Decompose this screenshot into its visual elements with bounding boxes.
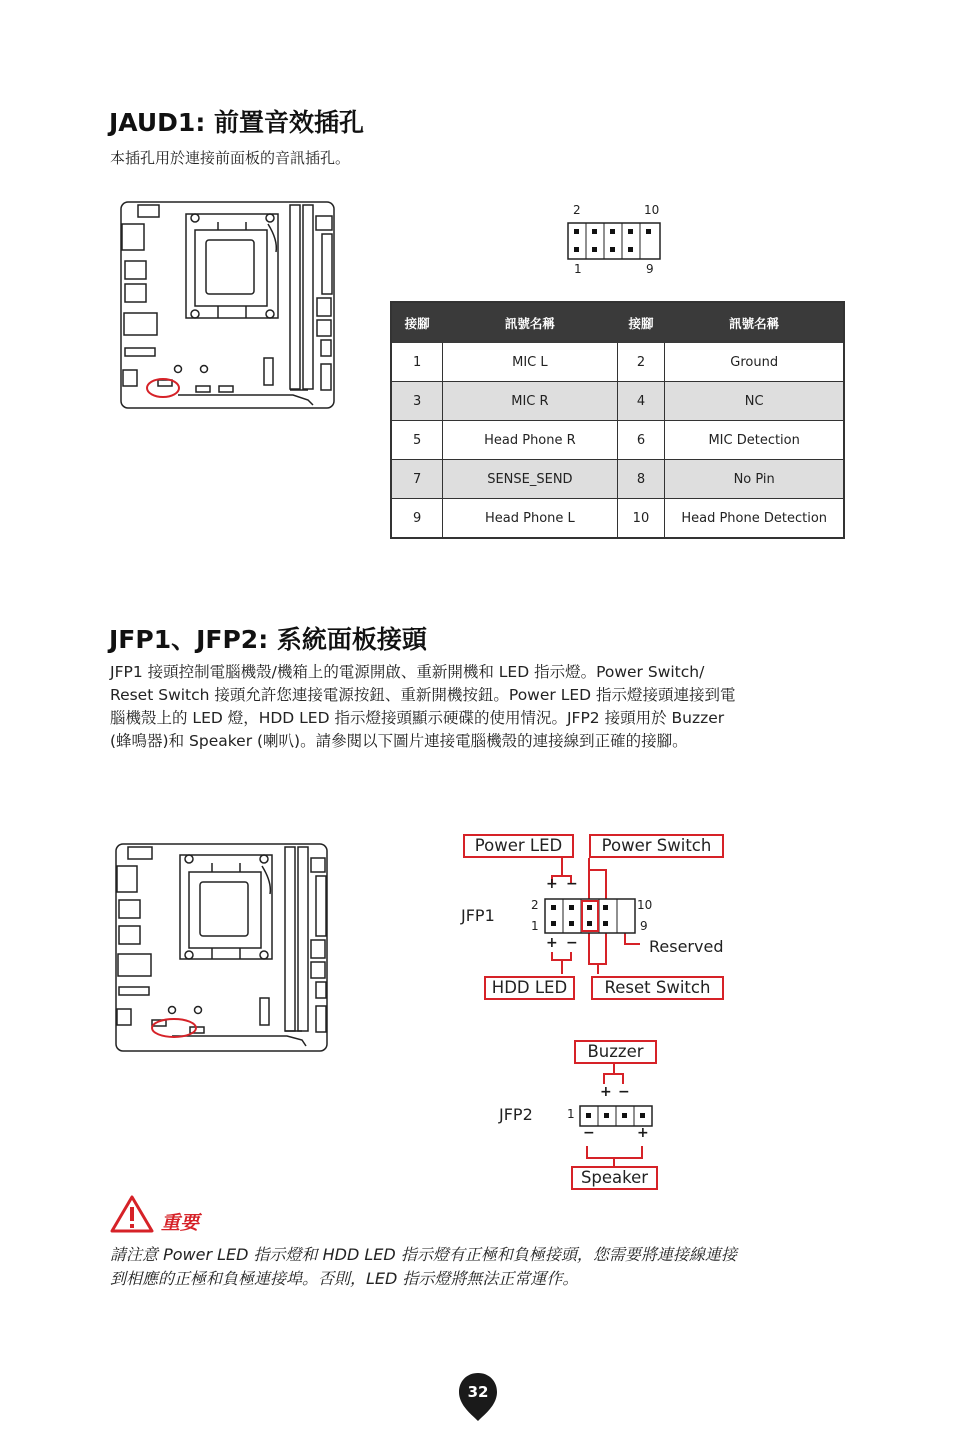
hdd-led-plus: + [546, 935, 558, 951]
buzzer-plus: + [600, 1084, 612, 1100]
hdd-led-label: HDD LED [484, 976, 575, 1000]
table-row [391, 460, 844, 499]
jfp2-pin-1: 1 [567, 1107, 575, 1121]
power-led-minus: − [566, 876, 578, 892]
table-cell: NC [665, 382, 844, 421]
paragraph-line: 腦機殼上的 LED 燈，HDD LED 指示燈接頭顯示硬碟的使用情況。JFP2 接頭用於 Buzzer [110, 709, 725, 727]
speaker-plus: + [637, 1125, 649, 1141]
jaud-title: JAUD1: 前置音效插孔 [109, 108, 365, 137]
table-cell: 6 [617, 421, 665, 460]
table-header-row [391, 302, 844, 343]
paragraph-line: JFP1 接頭控制電腦機殼/機箱上的電源開啟、重新開機和 LED 指示燈。Power Switch/ [110, 663, 705, 681]
table-cell: Head Phone R [443, 421, 617, 460]
page-number: 32 [467, 1383, 489, 1401]
table-cell: 7 [391, 460, 443, 499]
table-cell: 5 [391, 421, 443, 460]
table-row [391, 421, 844, 460]
motherboard-jfp-diagram [112, 842, 332, 1054]
power-switch-label: Power Switch [589, 834, 724, 858]
buzzer-minus: − [618, 1084, 630, 1100]
table-header: 訊號名稱 [443, 302, 617, 343]
jfp2-label: JFP2 [499, 1105, 533, 1124]
motherboard-jaud-diagram [118, 200, 338, 410]
warning-icon [109, 1194, 155, 1234]
jaud-pin-table [390, 301, 845, 539]
reset-switch-label: Reset Switch [591, 976, 724, 1000]
header-pin-label-2: 2 [573, 203, 581, 217]
table-cell: Head Phone Detection [665, 499, 844, 539]
jaud-intro: 本插孔用於連接前面板的音訊插孔。 [110, 149, 351, 167]
table-cell: MIC Detection [665, 421, 844, 460]
jfp1-label: JFP1 [461, 906, 495, 925]
table-cell: 2 [617, 343, 665, 382]
table-header: 訊號名稱 [665, 302, 844, 343]
jfp1-pin-header [540, 856, 640, 976]
table-cell: 1 [391, 343, 443, 382]
power-led-plus: + [546, 876, 558, 892]
table-cell: Head Phone L [443, 499, 617, 539]
table-cell: 10 [617, 499, 665, 539]
jfp2-pin-header [570, 1062, 660, 1168]
table-header: 接腳 [391, 302, 443, 343]
table-header: 接腳 [617, 302, 665, 343]
paragraph-line: (蜂鳴器)和 Speaker (喇叭)。請參閱以下圖片連接電腦機殼的連接線到正確的接腳。 [110, 732, 688, 750]
header-pin-label-10: 10 [644, 203, 660, 217]
power-led-label: Power LED [463, 834, 574, 858]
table-cell: 4 [617, 382, 665, 421]
table-row [391, 343, 844, 382]
reserved-label: Reserved [649, 937, 724, 956]
table-cell: No Pin [665, 460, 844, 499]
jfp1-pin-2: 2 [531, 898, 539, 912]
jfp-paragraph [110, 661, 735, 753]
important-line: 到相應的正極和負極連接埠。否則，LED 指示燈將無法正常運作。 [110, 1269, 579, 1288]
buzzer-label: Buzzer [574, 1040, 657, 1064]
table-cell: MIC L [443, 343, 617, 382]
speaker-minus: − [583, 1125, 595, 1141]
table-cell: MIC R [443, 382, 617, 421]
jfp1-pin-10: 10 [637, 898, 653, 912]
table-cell: Ground [665, 343, 844, 382]
table-cell: 8 [617, 460, 665, 499]
jfp1-pin-1: 1 [531, 919, 539, 933]
header-pin-label-9: 9 [646, 262, 654, 276]
table-cell: 3 [391, 382, 443, 421]
header-pin-label-1: 1 [574, 262, 582, 276]
important-line: 請注意 Power LED 指示燈和 HDD LED 指示燈有正極和負極接頭，您需要將連接線連接 [110, 1245, 737, 1264]
jfp1-pin-9: 9 [640, 919, 648, 933]
important-text [110, 1243, 737, 1291]
table-cell: SENSE_SEND [443, 460, 617, 499]
jaud-pin-header [567, 222, 661, 260]
important-title: 重要 [161, 1212, 200, 1234]
speaker-label: Speaker [571, 1166, 658, 1190]
table-row [391, 499, 844, 539]
table-cell: 9 [391, 499, 443, 539]
table-row [391, 382, 844, 421]
paragraph-line: Reset Switch 接頭允許您連接電源按鈕、重新開機按鈕。Power LED 指示燈接頭連接到電 [110, 686, 736, 704]
jfp-title: JFP1、JFP2: 系統面板接頭 [109, 625, 427, 654]
hdd-led-minus: − [566, 935, 578, 951]
